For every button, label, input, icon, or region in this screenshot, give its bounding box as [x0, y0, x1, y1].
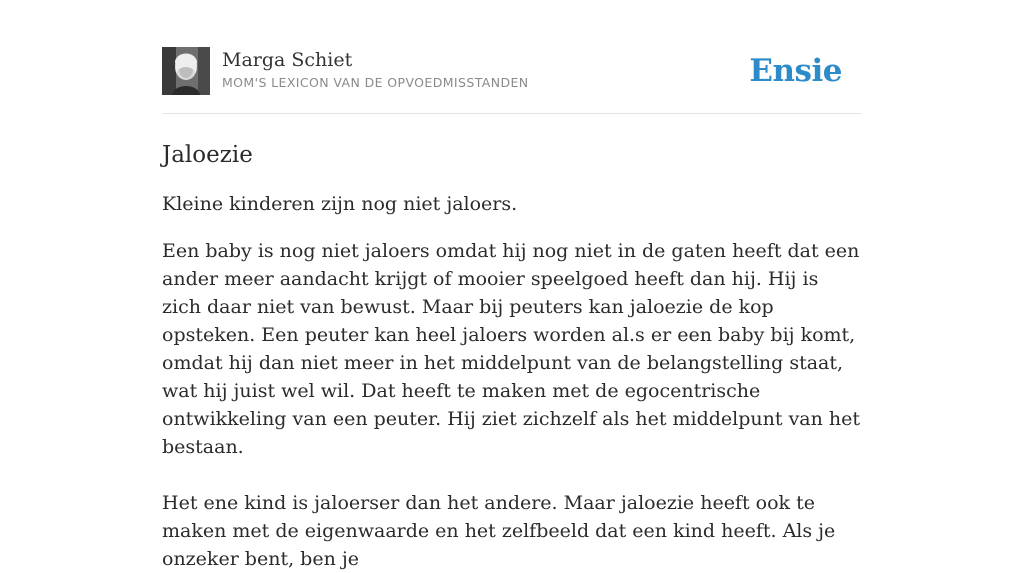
author-name[interactable]: Marga Schiet	[222, 49, 353, 71]
article-lead: Kleine kinderen zijn nog niet jaloers.	[162, 193, 518, 215]
article-paragraph: Het ene kind is jaloerser dan het andere. Maar jaloezie heeft ook te maken met de eigenwaarde en het zelfbeeld dat een kind heeft. Als je onzeker bent, ben je	[162, 492, 836, 570]
article-header	[162, 46, 862, 114]
author-avatar[interactable]	[162, 47, 210, 95]
article-paragraph: Een baby is nog niet jaloers omdat hij nog niet in de gaten heeft dat een ander meer aandacht krijgt of mooier speelgoed heeft dan hij. Hij is zich daar niet van bewust. Maar bij peuters kan jaloezie de kop opsteken. Een peuter kan heel jaloers worden al.s er een baby bij komt, omdat hij dan niet meer in het middelpunt van de belangstelling staat, wat hij juist wel wil. Dat heeft te maken met de egocentrische ontwikkeling van een peuter. Hij ziet zichzelf als het middelpunt van het bestaan.	[162, 240, 861, 458]
ensie-logo[interactable]: Ensie	[749, 53, 842, 89]
publication-name[interactable]: MOM'S LEXICON VAN DE OPVOEDMISSTANDEN	[222, 75, 529, 90]
author-block	[222, 50, 749, 92]
article-page	[162, 0, 862, 573]
article-title: Jaloezie	[162, 142, 253, 168]
